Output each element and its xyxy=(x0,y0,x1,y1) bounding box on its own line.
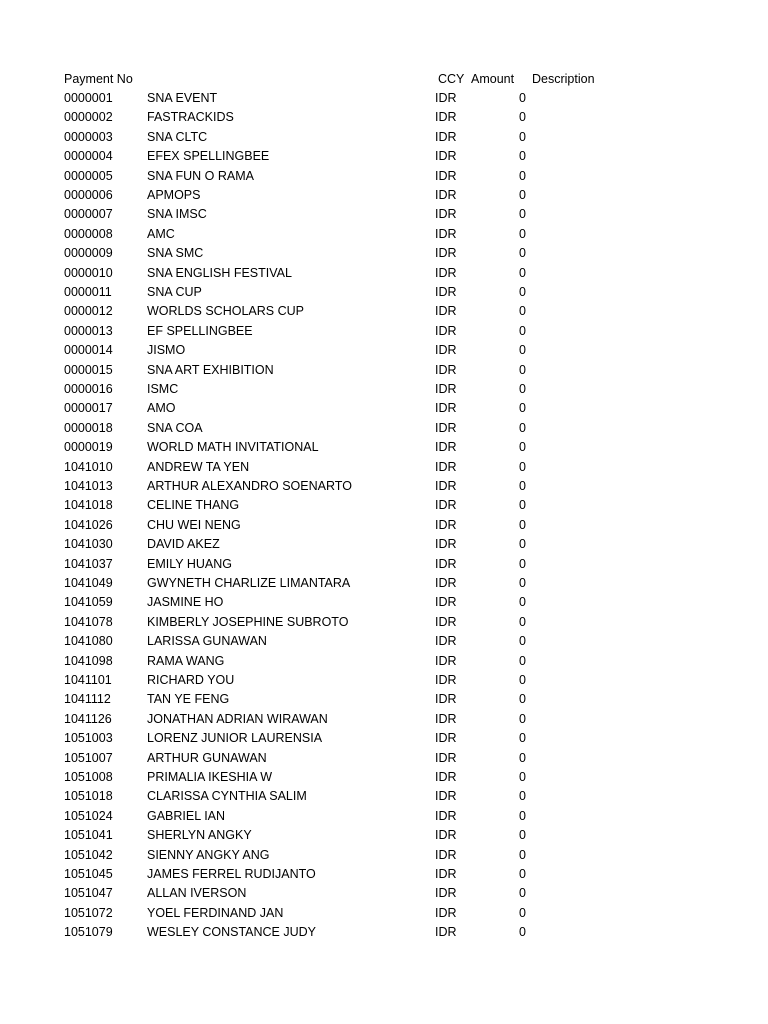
amount-cell: 0 xyxy=(519,556,526,571)
payment-no-cell: 1041037 xyxy=(64,556,113,571)
payment-no-cell: 1051008 xyxy=(64,770,113,784)
ccy-cell: IDR xyxy=(435,207,457,222)
name-cell: CELINE THANG xyxy=(147,498,240,513)
table-row xyxy=(0,496,768,515)
payment-no-cell: 0000002 xyxy=(64,110,113,125)
amount-cell: 0 xyxy=(519,537,526,552)
amount-cell: 0 xyxy=(519,343,526,358)
name-cell: ARTHUR GUNAWAN xyxy=(147,750,267,765)
table-row xyxy=(0,458,768,477)
payment-no-cell: 0000011 xyxy=(64,285,112,299)
amount-cell: 0 xyxy=(519,692,526,707)
amount-cell: 0 xyxy=(519,886,526,901)
amount-cell: 0 xyxy=(519,382,526,396)
name-cell: SNA CUP xyxy=(147,285,202,299)
table-row xyxy=(0,108,768,127)
payment-no-cell: 1051045 xyxy=(64,867,113,881)
payment-no-cell: 0000012 xyxy=(64,304,113,319)
ccy-cell: IDR xyxy=(435,401,457,416)
ccy-cell: IDR xyxy=(435,440,457,455)
amount-cell: 0 xyxy=(519,110,526,125)
amount-cell: 0 xyxy=(519,420,526,435)
table-row xyxy=(0,729,768,748)
name-cell: SIENNY ANGKY ANG xyxy=(147,847,270,862)
ccy-cell: IDR xyxy=(435,673,457,687)
amount-cell: 0 xyxy=(519,673,526,687)
ccy-cell: IDR xyxy=(435,711,457,726)
table-row xyxy=(0,225,768,244)
amount-cell: 0 xyxy=(519,459,526,474)
ccy-cell: IDR xyxy=(435,285,457,299)
name-cell: EMILY HUANG xyxy=(147,556,232,571)
description-header: Description xyxy=(532,72,595,86)
ccy-cell: IDR xyxy=(435,653,457,668)
name-cell: AMO xyxy=(147,401,176,416)
ccy-cell: IDR xyxy=(435,750,457,765)
amount-cell: 0 xyxy=(519,828,526,843)
payment-no-cell: 1041013 xyxy=(64,479,113,493)
name-cell: SNA SMC xyxy=(147,246,204,261)
table-row xyxy=(0,128,768,147)
name-cell: SNA ART EXHIBITION xyxy=(147,362,274,377)
payment-no-cell: 0000007 xyxy=(64,207,113,222)
amount-cell: 0 xyxy=(519,634,526,649)
amount-cell: 0 xyxy=(519,711,526,726)
table-row xyxy=(0,652,768,671)
table-row xyxy=(0,516,768,535)
amount-cell: 0 xyxy=(519,188,526,202)
name-cell: LARISSA GUNAWAN xyxy=(147,634,267,649)
ccy-cell: IDR xyxy=(435,634,457,649)
name-cell: GWYNETH CHARLIZE LIMANTARA xyxy=(147,576,351,590)
payment-no-cell: 1041098 xyxy=(64,653,113,668)
table-row xyxy=(0,884,768,903)
name-cell: WORLD MATH INVITATIONAL xyxy=(147,440,319,455)
name-cell: EFEX SPELLINGBEE xyxy=(147,149,270,164)
table-row xyxy=(0,302,768,321)
name-cell: SNA IMSC xyxy=(147,207,207,222)
ccy-cell: IDR xyxy=(435,479,457,493)
payment-no-cell: 0000008 xyxy=(64,226,113,241)
name-cell: SNA CLTC xyxy=(147,129,208,144)
payment-no-cell: 0000016 xyxy=(64,382,113,396)
name-cell: KIMBERLY JOSEPHINE SUBROTO xyxy=(147,614,349,629)
amount-cell: 0 xyxy=(519,750,526,765)
ccy-cell: IDR xyxy=(435,420,457,435)
table-row xyxy=(0,147,768,166)
ccy-cell: IDR xyxy=(435,168,457,183)
payment-no-cell: 1041126 xyxy=(64,711,112,726)
ccy-cell: IDR xyxy=(435,91,457,105)
name-cell: SNA ENGLISH FESTIVAL xyxy=(147,265,292,280)
name-cell: ANDREW TA YEN xyxy=(147,459,250,474)
ccy-cell: IDR xyxy=(435,847,457,862)
ccy-cell: IDR xyxy=(435,537,457,552)
name-cell: SNA EVENT xyxy=(147,91,218,105)
table-row xyxy=(0,477,768,496)
table-row xyxy=(0,322,768,341)
amount-cell: 0 xyxy=(519,479,526,493)
ccy-cell: IDR xyxy=(435,246,457,261)
payment-no-cell: 1051042 xyxy=(64,847,113,862)
name-cell: FASTRACKIDS xyxy=(147,110,234,125)
amount-cell: 0 xyxy=(519,129,526,144)
table-row xyxy=(0,283,768,302)
payment-no-cell: 1051007 xyxy=(64,750,113,765)
table-row xyxy=(0,768,768,787)
name-cell: WESLEY CONSTANCE JUDY xyxy=(147,925,317,940)
amount-cell: 0 xyxy=(519,867,526,881)
table-row xyxy=(0,807,768,826)
amount-cell: 0 xyxy=(519,614,526,629)
table-row xyxy=(0,613,768,632)
name-cell: RAMA WANG xyxy=(147,653,225,668)
payment-no-cell: 0000018 xyxy=(64,420,113,435)
amount-cell: 0 xyxy=(519,731,526,746)
payment-no-cell: 0000019 xyxy=(64,440,113,455)
amount-cell: 0 xyxy=(519,847,526,862)
table-row xyxy=(0,341,768,360)
amount-cell: 0 xyxy=(519,925,526,940)
table-row xyxy=(0,632,768,651)
amount-cell: 0 xyxy=(519,770,526,784)
payment-no-cell: 1041078 xyxy=(64,614,113,629)
table-header-row xyxy=(0,70,768,89)
payment-no-cell: 1041059 xyxy=(64,595,113,610)
payment-no-cell: 1041080 xyxy=(64,634,113,649)
payment-no-header: Payment No xyxy=(64,72,133,86)
amount-cell: 0 xyxy=(519,576,526,590)
ccy-cell: IDR xyxy=(435,343,457,358)
amount-cell: 0 xyxy=(519,149,526,164)
amount-cell: 0 xyxy=(519,905,526,920)
ccy-cell: IDR xyxy=(435,382,457,396)
payment-no-cell: 0000006 xyxy=(64,188,113,202)
table-row xyxy=(0,593,768,612)
amount-cell: 0 xyxy=(519,168,526,183)
payment-no-cell: 1051072 xyxy=(64,905,113,920)
ccy-cell: IDR xyxy=(435,188,457,202)
ccy-cell: IDR xyxy=(435,886,457,901)
ccy-cell: IDR xyxy=(435,828,457,843)
amount-cell: 0 xyxy=(519,362,526,377)
payment-no-cell: 1051003 xyxy=(64,731,113,746)
name-cell: GABRIEL IAN xyxy=(147,808,226,823)
payment-no-cell: 0000015 xyxy=(64,362,113,377)
table-row xyxy=(0,264,768,283)
payment-no-cell: 0000010 xyxy=(64,265,113,280)
name-cell: RICHARD YOU xyxy=(147,673,235,687)
payment-no-cell: 1051041 xyxy=(64,828,113,843)
amount-header: Amount xyxy=(471,72,515,86)
name-cell: LORENZ JUNIOR LAURENSIA xyxy=(147,731,323,746)
table-row xyxy=(0,399,768,418)
payment-no-cell: 1051018 xyxy=(64,789,113,804)
payment-no-cell: 0000009 xyxy=(64,246,113,261)
ccy-cell: IDR xyxy=(435,459,457,474)
amount-cell: 0 xyxy=(519,808,526,823)
ccy-cell: IDR xyxy=(435,149,457,164)
amount-cell: 0 xyxy=(519,91,526,105)
table-row xyxy=(0,846,768,865)
table-row xyxy=(0,244,768,263)
name-cell: CHU WEI NENG xyxy=(147,517,241,532)
ccy-cell: IDR xyxy=(435,905,457,920)
ccy-cell: IDR xyxy=(435,576,457,590)
table-row xyxy=(0,555,768,574)
name-cell: ARTHUR ALEXANDRO SOENARTO xyxy=(147,479,352,493)
name-cell: ISMC xyxy=(147,382,179,396)
name-cell: SNA FUN O RAMA xyxy=(147,168,254,183)
ccy-cell: IDR xyxy=(435,323,457,338)
payment-no-cell: 0000003 xyxy=(64,129,113,144)
amount-cell: 0 xyxy=(519,304,526,319)
table-row xyxy=(0,574,768,593)
amount-cell: 0 xyxy=(519,226,526,241)
name-cell: ALLAN IVERSON xyxy=(147,886,247,901)
amount-cell: 0 xyxy=(519,595,526,610)
ccy-cell: IDR xyxy=(435,808,457,823)
ccy-cell: IDR xyxy=(435,614,457,629)
payment-no-cell: 0000004 xyxy=(64,149,113,164)
payment-no-cell: 1041112 xyxy=(64,692,111,707)
amount-cell: 0 xyxy=(519,401,526,416)
payment-no-cell: 1051024 xyxy=(64,808,113,823)
payment-no-cell: 1041018 xyxy=(64,498,113,513)
amount-cell: 0 xyxy=(519,285,526,299)
table-row xyxy=(0,690,768,709)
amount-cell: 0 xyxy=(519,323,526,338)
name-cell: EF SPELLINGBEE xyxy=(147,323,253,338)
name-cell: JASMINE HO xyxy=(147,595,224,610)
amount-cell: 0 xyxy=(519,517,526,532)
amount-cell: 0 xyxy=(519,246,526,261)
table-row xyxy=(0,710,768,729)
amount-cell: 0 xyxy=(519,789,526,804)
name-cell: YOEL FERDINAND JAN xyxy=(147,905,284,920)
amount-cell: 0 xyxy=(519,207,526,222)
name-cell: WORLDS SCHOLARS CUP xyxy=(147,304,304,319)
payment-no-cell: 1041101 xyxy=(64,673,112,687)
payment-no-cell: 1041049 xyxy=(64,576,113,590)
payment-no-cell: 0000013 xyxy=(64,323,113,338)
name-cell: TAN YE FENG xyxy=(147,692,230,707)
payment-no-cell: 0000001 xyxy=(64,91,113,105)
table-row xyxy=(0,671,768,690)
ccy-cell: IDR xyxy=(435,925,457,940)
payment-no-cell: 0000014 xyxy=(64,343,113,358)
ccy-cell: IDR xyxy=(435,692,457,707)
ccy-cell: IDR xyxy=(435,498,457,513)
ccy-cell: IDR xyxy=(435,304,457,319)
name-cell: SNA COA xyxy=(147,420,203,435)
ccy-cell: IDR xyxy=(435,731,457,746)
table-row xyxy=(0,380,768,399)
name-cell: SHERLYN ANGKY xyxy=(147,828,252,843)
ccy-cell: IDR xyxy=(435,556,457,571)
table-row xyxy=(0,904,768,923)
name-cell: AMC xyxy=(147,226,175,241)
payment-no-cell: 1041010 xyxy=(64,459,113,474)
table-row xyxy=(0,186,768,205)
table-row xyxy=(0,438,768,457)
name-cell: APMOPS xyxy=(147,188,201,202)
name-cell: DAVID AKEZ xyxy=(147,537,220,552)
ccy-cell: IDR xyxy=(435,867,457,881)
amount-cell: 0 xyxy=(519,653,526,668)
name-cell: CLARISSA CYNTHIA SALIM xyxy=(147,789,307,804)
payment-no-cell: 1041030 xyxy=(64,537,113,552)
payment-no-cell: 1041026 xyxy=(64,517,113,532)
ccy-cell: IDR xyxy=(435,265,457,280)
ccy-cell: IDR xyxy=(435,595,457,610)
table-row xyxy=(0,167,768,186)
table-row xyxy=(0,419,768,438)
table-row xyxy=(0,749,768,768)
ccy-cell: IDR xyxy=(435,517,457,532)
name-cell: JISMO xyxy=(147,343,186,358)
ccy-cell: IDR xyxy=(435,362,457,377)
ccy-cell: IDR xyxy=(435,789,457,804)
name-cell: PRIMALIA IKESHIA W xyxy=(147,770,273,784)
table-row xyxy=(0,535,768,554)
amount-cell: 0 xyxy=(519,265,526,280)
ccy-cell: IDR xyxy=(435,129,457,144)
table-row xyxy=(0,826,768,845)
table-row xyxy=(0,89,768,108)
payment-no-cell: 0000017 xyxy=(64,401,113,416)
ccy-cell: IDR xyxy=(435,110,457,125)
name-cell: JAMES FERREL RUDIJANTO xyxy=(147,867,316,881)
table-row xyxy=(0,787,768,806)
ccy-cell: IDR xyxy=(435,226,457,241)
amount-cell: 0 xyxy=(519,440,526,455)
name-cell: JONATHAN ADRIAN WIRAWAN xyxy=(147,711,328,726)
payment-no-cell: 1051079 xyxy=(64,925,113,940)
table-row xyxy=(0,361,768,380)
table-row xyxy=(0,205,768,224)
payment-no-cell: 1051047 xyxy=(64,886,113,901)
ccy-header: CCY xyxy=(438,72,465,86)
table-row xyxy=(0,865,768,884)
table-row xyxy=(0,923,768,942)
amount-cell: 0 xyxy=(519,498,526,513)
ccy-cell: IDR xyxy=(435,770,457,784)
payment-no-cell: 0000005 xyxy=(64,168,113,183)
